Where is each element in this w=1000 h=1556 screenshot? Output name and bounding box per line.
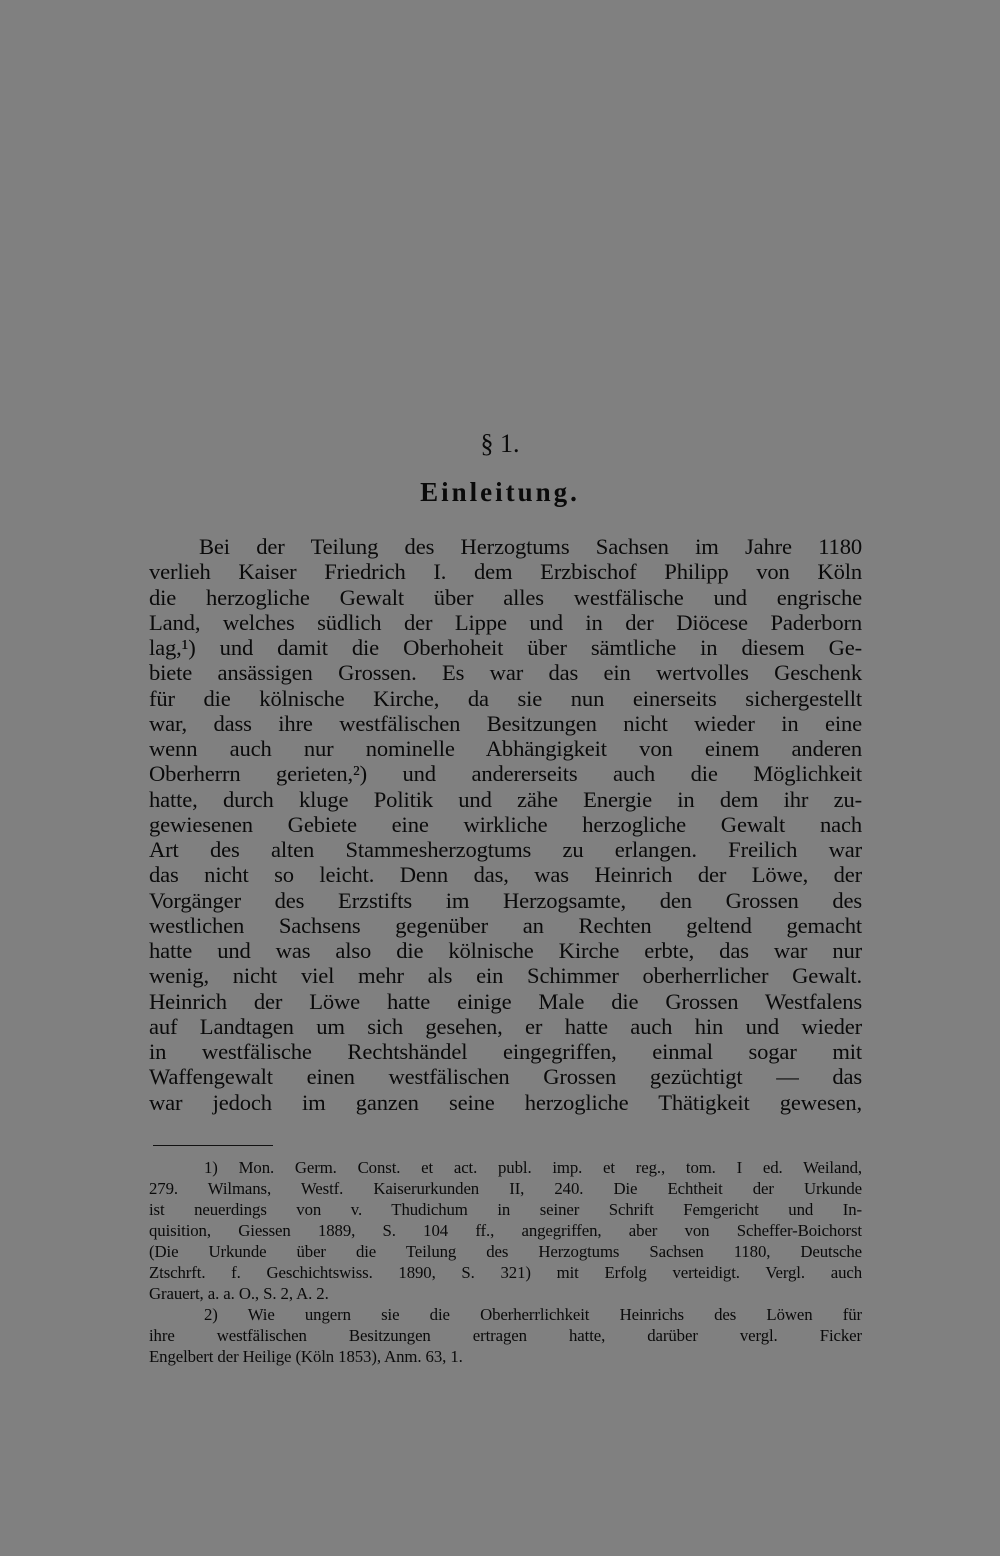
body-line: war, dass ihre westfälischen Besitzungen nicht wieder in eine: [149, 710, 862, 736]
body-line: war jedoch im ganzen seine herzogliche Thätigkeit gewesen,: [149, 1089, 862, 1115]
footnote-line: Grauert, a. a. O., S. 2, A. 2.: [149, 1284, 329, 1303]
body-line: Oberherrn gerieten,²) und andererseits auch die Möglichkeit: [149, 761, 862, 787]
footnote-line: ist neuerdings von v. Thudichum in seiner Schrift Femgericht und In-: [149, 1200, 862, 1219]
body-paragraph: [149, 534, 862, 1115]
footnote-line: quisition, Giessen 1889, S. 104 ff., angegriffen, aber von Scheffer-Boichorst: [149, 1221, 862, 1240]
body-line: hatte und was also die kölnische Kirche erbte, das war nur: [149, 938, 862, 963]
footnote-line: (Die Urkunde über die Teilung des Herzogtums Sachsen 1180, Deutsche: [149, 1242, 862, 1261]
body-line: Vorgänger des Erzstifts im Herzogsamte, den Grossen des: [149, 887, 862, 913]
footnote-line: 1) Mon. Germ. Const. et act. publ. imp. et reg., tom. I ed. Weiland,: [204, 1158, 862, 1177]
footnote-line: Ztschrft. f. Geschichtswiss. 1890, S. 321) mit Erfolg verteidigt. Vergl. auch: [149, 1263, 862, 1282]
body-line: das nicht so leicht. Denn das, was Heinrich der Löwe, der: [149, 862, 862, 888]
body-line: Bei der Teilung des Herzogtums Sachsen im Jahre 1180: [199, 534, 862, 559]
body-line: verlieh Kaiser Friedrich I. dem Erzbischof Philipp von Köln: [149, 559, 862, 585]
footnotes: [149, 1157, 862, 1367]
footnote-separator: [153, 1145, 273, 1146]
body-line: biete ansässigen Grossen. Es war das ein wertvolles Geschenk: [149, 660, 862, 686]
footnote-line: 279. Wilmans, Westf. Kaiserurkunden II, 240. Die Echtheit der Urkunde: [149, 1179, 862, 1198]
chapter-heading: Einleitung.: [420, 477, 580, 507]
body-line: hatte, durch kluge Politik und zähe Energie in dem ihr zu-: [149, 786, 862, 812]
body-line: die herzogliche Gewalt über alles westfälische und engrische: [149, 584, 862, 610]
body-line: für die kölnische Kirche, da sie nun einerseits sichergestellt: [149, 685, 862, 711]
body-line: Heinrich der Löwe hatte einige Male die Grossen Westfalens: [149, 988, 862, 1014]
body-line: Land, welches südlich der Lippe und in der Diöcese Paderborn: [149, 609, 862, 635]
body-line: in westfälische Rechtshändel eingegriffen, einmal sogar mit: [149, 1039, 862, 1064]
footnote-line: ihre westfälischen Besitzungen ertragen hatte, darüber vergl. Ficker: [149, 1326, 862, 1345]
body-line: gewiesenen Gebiete eine wirkliche herzogliche Gewalt nach: [149, 811, 862, 837]
body-line: wenig, nicht viel mehr als ein Schimmer oberherrlicher Gewalt.: [149, 963, 862, 989]
body-line: auf Landtagen um sich gesehen, er hatte auch hin und wieder: [149, 1013, 862, 1039]
footnote-line: 2) Wie ungern sie die Oberherrlichkeit Heinrichs des Löwen für: [204, 1305, 862, 1324]
body-line: Waffengewalt einen westfälischen Grossen gezüchtigt — das: [149, 1064, 862, 1090]
body-line: westlichen Sachsens gegenüber an Rechten geltend gemacht: [149, 912, 862, 938]
body-line: Art des alten Stammesherzogtums zu erlangen. Freilich war: [149, 837, 862, 862]
body-line: wenn auch nur nominelle Abhängigkeit von einem anderen: [149, 736, 862, 761]
footnote-line: Engelbert der Heilige (Köln 1853), Anm. 63, 1.: [149, 1347, 463, 1366]
body-line: lag,¹) und damit die Oberhoheit über sämtliche in diesem Ge-: [149, 635, 862, 660]
section-number: § 1.: [480, 429, 520, 458]
